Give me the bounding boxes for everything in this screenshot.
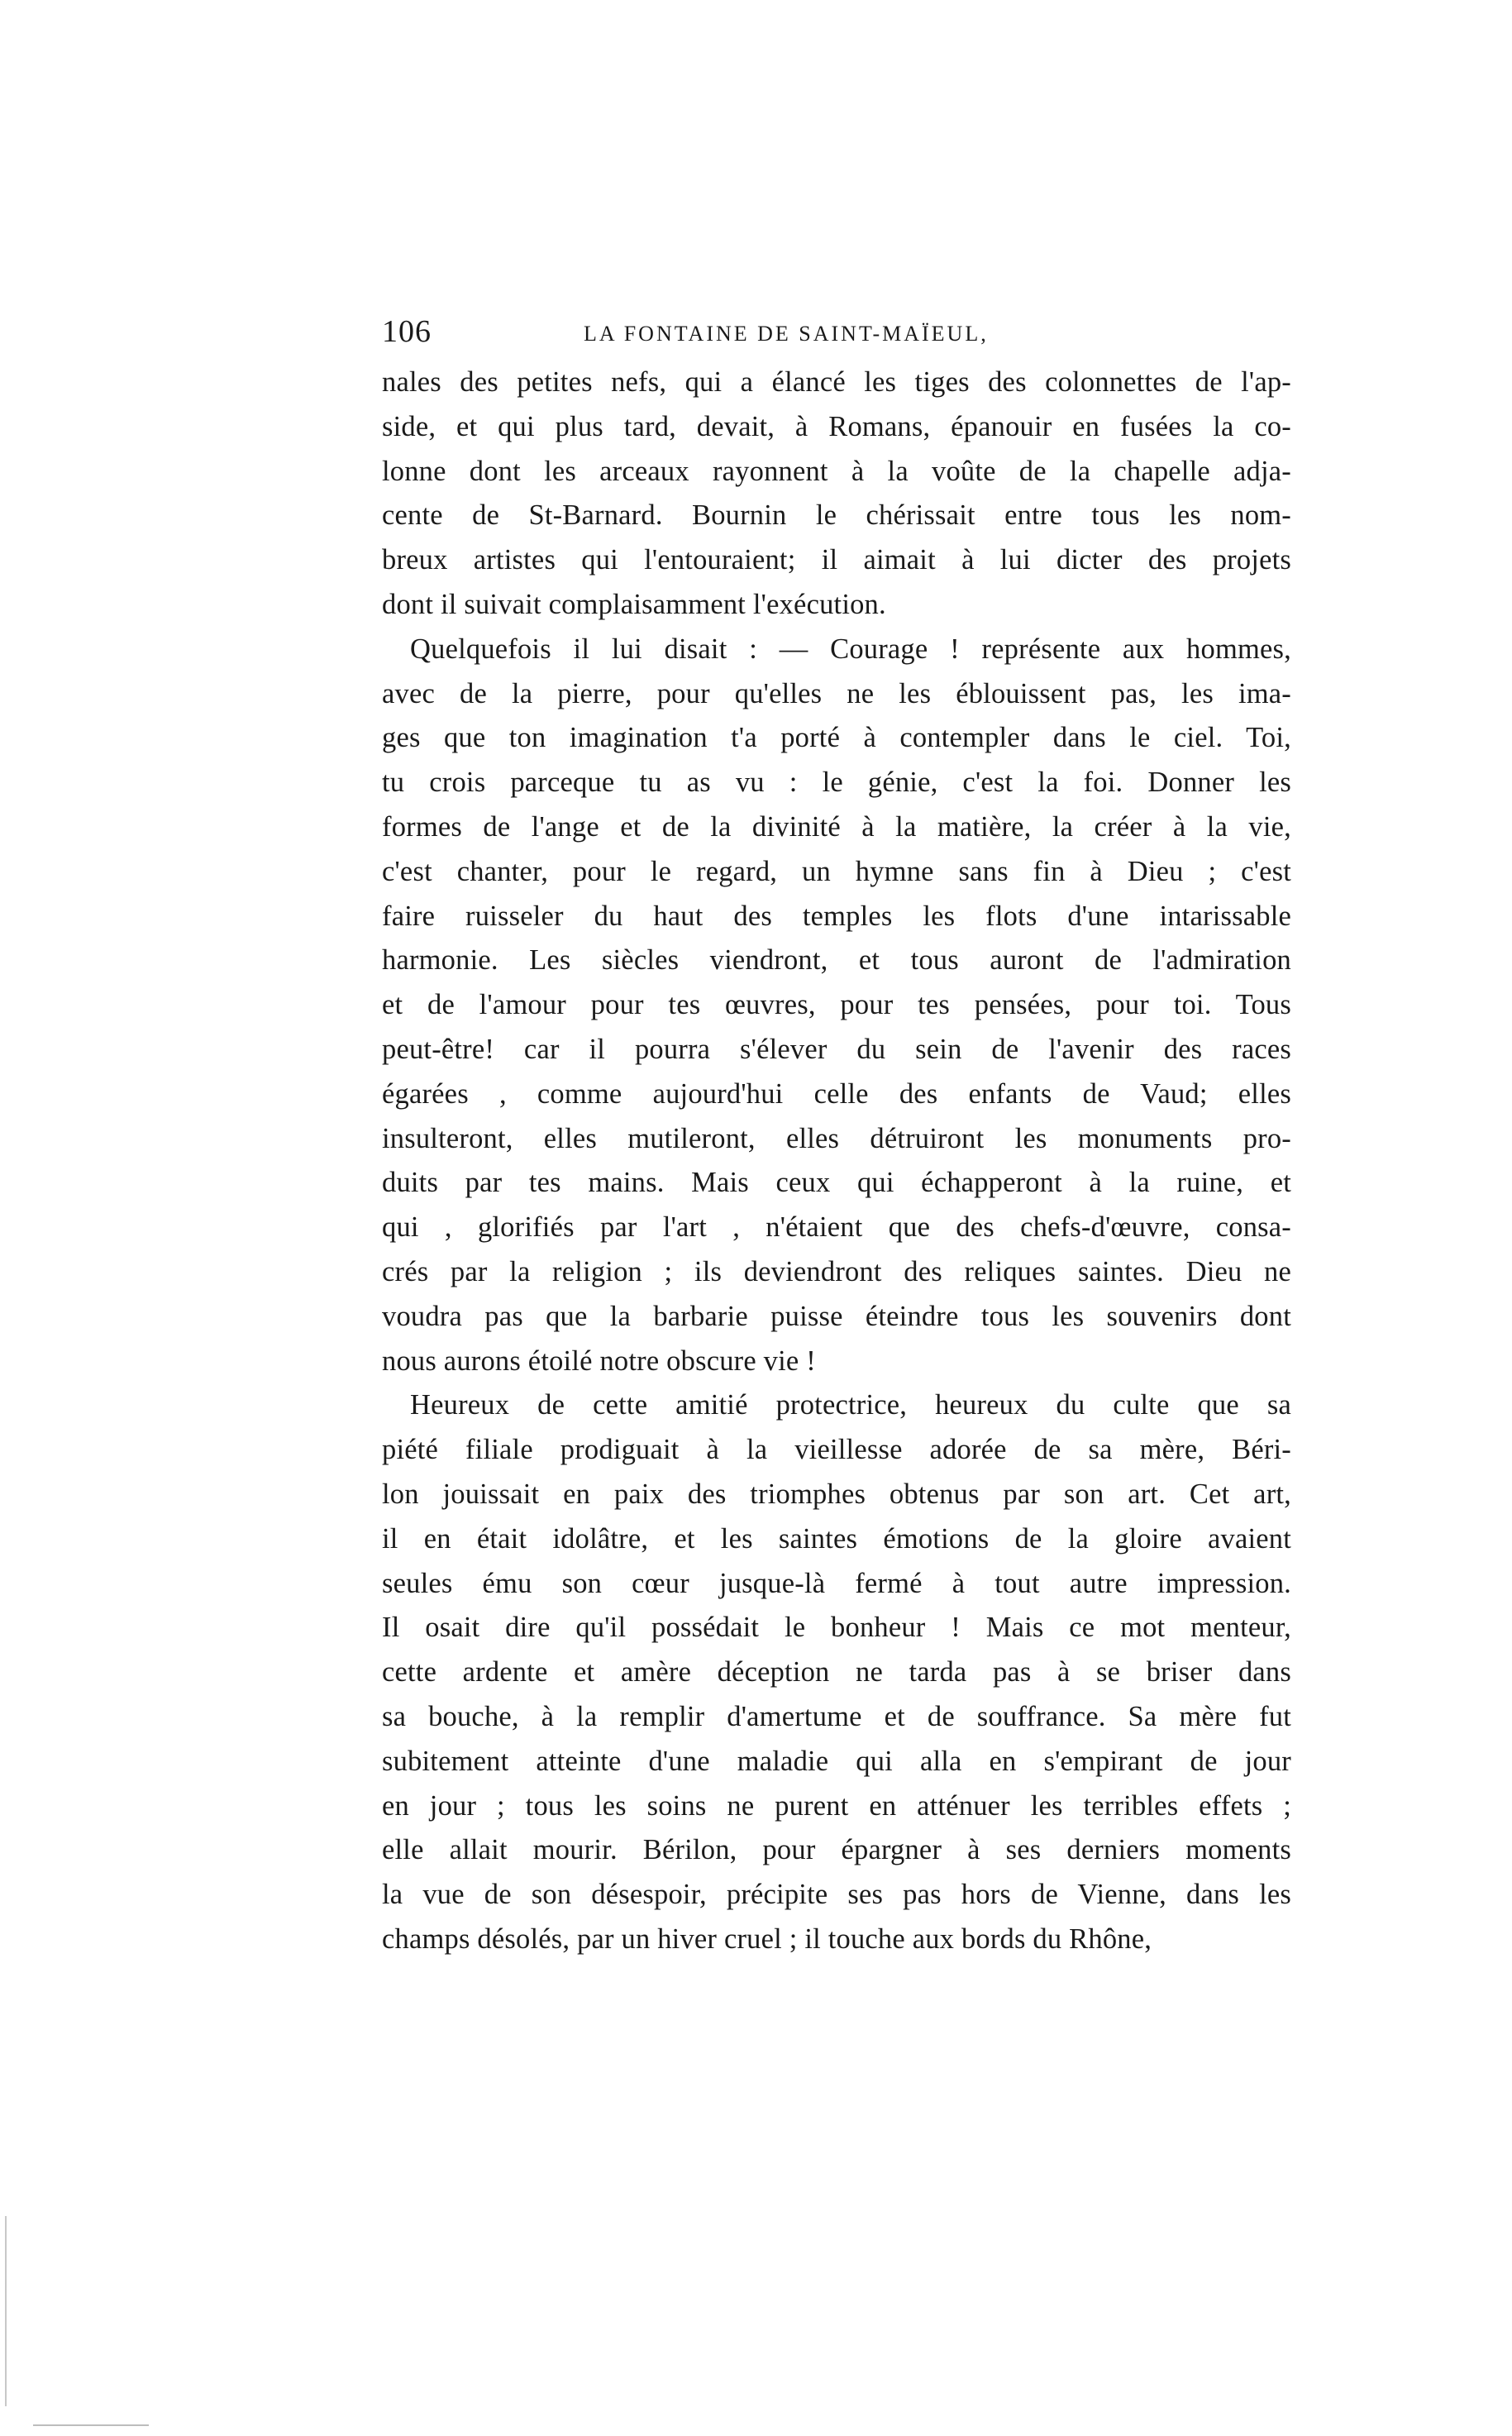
margin-mark <box>5 2216 7 2406</box>
running-title: LA FONTAINE DE SAINT-MAÏEUL, <box>584 322 989 346</box>
running-header <box>382 311 1291 352</box>
text-line: peut-être! car il pourra s'élever du sein de l'avenir des races <box>382 1033 1291 1065</box>
text-line: et de l'amour pour tes œuvres, pour tes pensées, pour toi. Tous <box>382 989 1291 1021</box>
text-line: faire ruisseler du haut des temples les flots d'une intarissable <box>382 900 1291 932</box>
text-line: en jour ; tous les soins ne purent en atténuer les terribles effets ; <box>382 1789 1291 1822</box>
page-number: 106 <box>382 314 432 349</box>
text-line: égarées , comme aujourd'hui celle des enfants de Vaud; elles <box>382 1077 1291 1110</box>
text-line: nales des petites nefs, qui a élancé les tiges des colonnettes de l'ap- <box>382 366 1291 398</box>
text-line: sa bouche, à la remplir d'amertume et de souffrance. Sa mère fut <box>382 1700 1291 1732</box>
text-line: duits par tes mains. Mais ceux qui échapperont à la ruine, et <box>382 1167 1291 1199</box>
text-line: Heureux de cette amitié protectrice, heureux du culte que sa <box>410 1389 1291 1421</box>
paragraph <box>382 1383 1291 1961</box>
text-line: qui , glorifiés par l'art , n'étaient que des chefs-d'œuvre, consa- <box>382 1211 1291 1244</box>
text-line: dont il suivait complaisamment l'exécution. <box>382 588 886 620</box>
text-line: cette ardente et amère déception ne tarda pas à se briser dans <box>382 1656 1291 1688</box>
body-text <box>382 361 1291 1962</box>
text-line: formes de l'ange et de la divinité à la matière, la créer à la vie, <box>382 810 1291 843</box>
text-line: nous aurons étoilé notre obscure vie ! <box>382 1345 816 1377</box>
text-line: subitement atteinte d'une maladie qui alla en s'empirant de jour <box>382 1745 1291 1777</box>
text-line: insulteront, elles mutileront, elles détruiront les monuments pro- <box>382 1122 1291 1154</box>
paragraph <box>382 361 1291 628</box>
text-line: lon jouissait en paix des triomphes obtenus par son art. Cet art, <box>382 1478 1291 1510</box>
text-line: side, et qui plus tard, devait, à Romans, épanouir en fusées la co- <box>382 410 1291 442</box>
text-line: piété filiale prodiguait à la vieillesse adorée de sa mère, Béri- <box>382 1434 1291 1466</box>
paragraph <box>382 628 1291 1384</box>
text-line: voudra pas que la barbarie puisse éteindre tous les souvenirs dont <box>382 1300 1291 1332</box>
text-line: tu crois parceque tu as vu : le génie, c'est la foi. Donner les <box>382 767 1291 799</box>
footer-rule <box>33 2424 149 2426</box>
text-line: breux artistes qui l'entouraient; il aimait à lui dicter des projets <box>382 544 1291 576</box>
text-line: elle allait mourir. Bérilon, pour épargner à ses derniers moments <box>382 1834 1291 1866</box>
text-line: il en était idolâtre, et les saintes émotions de la gloire avaient <box>382 1522 1291 1555</box>
text-line: c'est chanter, pour le regard, un hymne sans fin à Dieu ; c'est <box>382 855 1291 887</box>
text-line: Quelquefois il lui disait : — Courage ! représente aux hommes, <box>410 633 1291 665</box>
text-line: avec de la pierre, pour qu'elles ne les éblouissent pas, les ima- <box>382 677 1291 709</box>
text-line: lonne dont les arceaux rayonnent à la voûte de la chapelle adja- <box>382 455 1291 487</box>
text-line: Il osait dire qu'il possédait le bonheur ! Mais ce mot menteur, <box>382 1612 1291 1644</box>
text-line: ges que ton imagination t'a porté à contempler dans le ciel. Toi, <box>382 722 1291 754</box>
text-line: harmonie. Les siècles viendront, et tous auront de l'admiration <box>382 944 1291 977</box>
text-line: la vue de son désespoir, précipite ses pas hors de Vienne, dans les <box>382 1879 1291 1911</box>
text-line: cente de St-Barnard. Bournin le chérissait entre tous les nom- <box>382 499 1291 532</box>
text-line: crés par la religion ; ils deviendront des reliques saintes. Dieu ne <box>382 1255 1291 1287</box>
text-line: champs désolés, par un hiver cruel ; il touche aux bords du Rhône, <box>382 1923 1152 1955</box>
text-line: seules ému son cœur jusque-là fermé à tout autre impression. <box>382 1567 1291 1599</box>
